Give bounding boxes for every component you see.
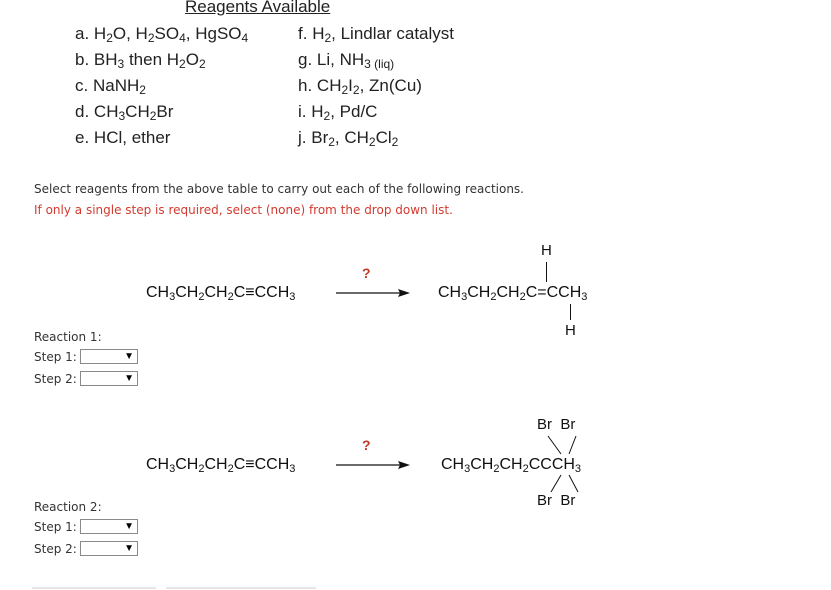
- reaction1-top-hydrogen: H: [541, 242, 552, 259]
- reagent-e: e. HCl, ether: [75, 128, 171, 147]
- reaction1-bottom-bond: [570, 304, 571, 320]
- chevron-down-icon: ▼: [124, 543, 134, 554]
- reagent-i: i. $H_2$, Pd/C: [298, 102, 378, 123]
- bottom-divider-left: [32, 587, 156, 589]
- reaction2-step2-select[interactable]: [80, 541, 138, 556]
- reaction1-step2-label: Step 2:: [34, 372, 77, 386]
- reaction2-step1-label: Step 1:: [34, 520, 77, 534]
- reagent-g: g. Li, $NH_{3 (liq)}$: [298, 50, 395, 71]
- reagent-d: d. $CH_3CH_2Br$: [75, 102, 174, 123]
- bottom-divider-right: [166, 587, 316, 589]
- reagent-f: f. $H_2$, Lindlar catalyst: [298, 24, 454, 45]
- reagent-j: j. $Br_2$, $CH_2Cl_2$: [298, 128, 399, 149]
- reaction2-label: Reaction 2:: [34, 500, 102, 514]
- instructions-text: Select reagents from the above table to carry out each of the following reactions.: [34, 182, 524, 196]
- reagent-b: b. $BH_3$ then $H_2O_2$: [75, 50, 206, 71]
- reaction2-bottom-bonds: [545, 474, 585, 494]
- reagent-c: c. NaNH$_2$: [75, 76, 146, 97]
- chevron-down-icon: ▼: [124, 521, 134, 532]
- reaction1-question-mark: ?: [362, 265, 371, 281]
- reaction2-arrow: [336, 458, 410, 472]
- reaction1-step1-label: Step 1:: [34, 350, 77, 364]
- instructions-note: If only a single step is required, select (none) from the drop down list.: [34, 203, 453, 217]
- reaction2-step2-label: Step 2:: [34, 542, 77, 556]
- reaction1-label: Reaction 1:: [34, 330, 102, 344]
- reaction2-top-bromines: Br Br: [537, 416, 576, 433]
- reaction1-arrow: [336, 286, 410, 300]
- reaction1-step2-select[interactable]: [80, 371, 138, 386]
- reaction2-bottom-bromines: Br Br: [537, 492, 576, 509]
- reaction1-bottom-hydrogen: H: [565, 322, 576, 339]
- reaction1-step1-select[interactable]: [80, 349, 138, 364]
- chevron-down-icon: ▼: [124, 351, 134, 362]
- reaction2-question-mark: ?: [362, 437, 371, 453]
- reagents-title: Reagents Available: [185, 0, 331, 16]
- reaction1-product: $CH_3CH_2CH_2C=CCH_3$: [438, 284, 588, 303]
- reaction1-top-bond: [546, 262, 547, 282]
- reaction2-step1-select[interactable]: [80, 519, 138, 534]
- reagent-h: h. $CH_2I_2$, Zn(Cu): [298, 76, 422, 97]
- chevron-down-icon: ▼: [124, 373, 134, 384]
- reaction2-top-bonds: [545, 434, 585, 456]
- reaction2-product: $CH_3CH_2CH_2CCCH_3$: [441, 456, 582, 475]
- reaction1-reactant: $CH_3CH_2CH_2C\equiv CCH_3$: [146, 284, 296, 303]
- reagent-a: a. $H_2O$, $H_2SO_4$, HgSO$_4$: [75, 24, 249, 45]
- reaction2-reactant: $CH_3CH_2CH_2C\equiv CCH_3$: [146, 456, 296, 475]
